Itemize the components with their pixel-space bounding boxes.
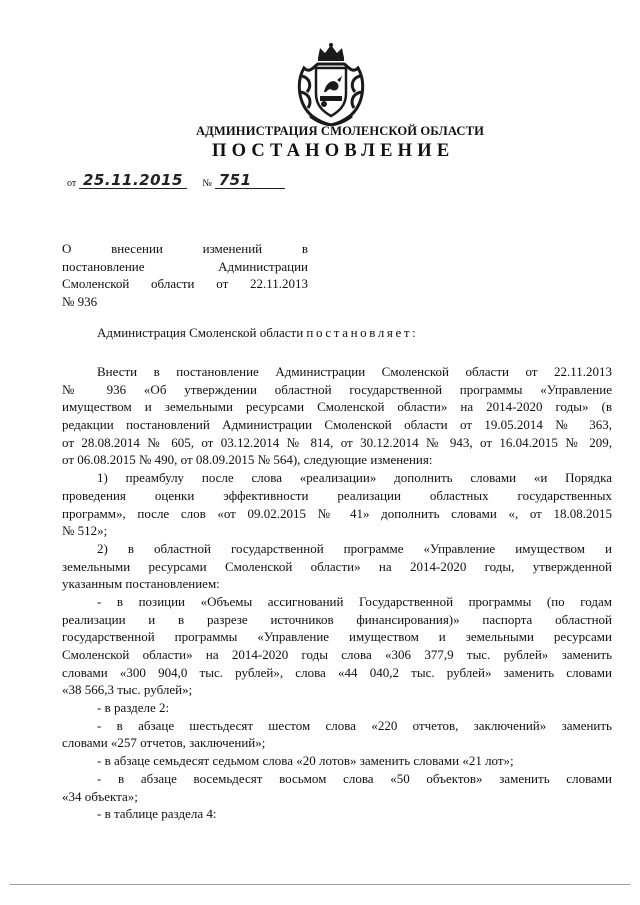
body-line: программ», после слов «от 09.02.2015 № 41» дополнить словами «, от 18.08.2015 (62, 505, 612, 521)
body-line: - в абзаце семьдесят седьмом слова «20 лотов» заменить словами «21 лот»; (97, 753, 514, 769)
body-line: земельными ресурсами Смоленской области» на 2014-2020 годы, утвержденной (62, 558, 612, 574)
body-line: - в абзаце шестьдесят шестом слова «220 отчетов, заключений» заменить (97, 717, 612, 733)
body-line: - в таблице раздела 4: (97, 806, 217, 822)
body-line: от 06.08.2015 № 490, от 08.09.2015 № 564), следующие изменения: (62, 452, 433, 468)
number-value: 751 (215, 172, 285, 189)
scan-edge-divider (10, 884, 630, 885)
document-meta (67, 172, 285, 192)
body-line: указанным постановлением: (62, 576, 220, 592)
body-line: от 28.08.2014 № 605, от 03.12.2014 № 814, от 30.12.2014 № 943, от 16.04.2015 № 209, (62, 434, 612, 450)
body-line: словами «257 отчетов, заключений»; (62, 735, 266, 751)
document-type-title: ПОСТАНОВЛЕНИЕ (212, 141, 455, 161)
subject-line: постановление Администрации (62, 258, 308, 274)
organization-title: АДМИНИСТРАЦИЯ СМОЛЕНСКОЙ ОБЛАСТИ (195, 124, 485, 138)
subject-line: № 936 (62, 293, 98, 309)
body-line: редакции постановлений Администрации Смоленской области от 19.05.2014 № 363, (62, 417, 612, 433)
body-line: 1) преамбулу после слова «реализации» дополнить словами «и Порядка (97, 470, 612, 486)
body-line: № 936 «Об утверждении областной государственной программы «Управление (62, 381, 612, 397)
body-line: «34 объекта»; (62, 788, 138, 804)
subject-line: О внесении изменений в (62, 241, 308, 256)
body-line: Смоленской области» на 2014-2020 годы слова «306 377,9 тыс. рублей» заменить (62, 647, 612, 662)
coat-of-arms-icon (290, 42, 372, 126)
body-line: - в абзаце восемьдесят восьмом слова «50 объектов» заменить словами (97, 770, 612, 786)
preamble-verb: постановляет: (306, 325, 419, 340)
preamble (97, 325, 418, 341)
document-subject (62, 240, 308, 310)
date-value: 25.11.2015 (79, 172, 187, 189)
body-line: имуществом и земельными ресурсами Смоленской области» на 2014-2020 годы» (в (62, 399, 612, 415)
body-line: 2) в областной государственной программе «Управление имуществом и (97, 540, 612, 556)
body-line: Внести в постановление Администрации Смоленской области от 22.11.2013 (97, 364, 612, 379)
number-prefix: № (202, 178, 212, 189)
date-prefix: от (67, 178, 77, 189)
body-line: «38 566,3 тыс. рублей»; (62, 682, 193, 698)
body-line: - в позиции «Объемы ассигнований Государственной программы (по годам (97, 593, 612, 609)
body-line: словами «300 904,0 тыс. рублей», слова «44 040,2 тыс. рублей» заменить словами (62, 664, 612, 680)
body-line: № 512»; (62, 523, 108, 539)
preamble-lead: Администрация Смоленской области (97, 325, 304, 340)
body-line: реализации и в разрезе источников финансирования)» паспорта областной (62, 611, 612, 627)
subject-line: Смоленской области от 22.11.2013 (62, 276, 308, 292)
document-body (62, 363, 612, 823)
body-line: - в разделе 2: (97, 700, 170, 716)
body-line: государственной программы «Управление имуществом и земельными ресурсами (62, 629, 612, 645)
body-line: проведения оценки эффективности реализации областных государственных (62, 487, 612, 503)
